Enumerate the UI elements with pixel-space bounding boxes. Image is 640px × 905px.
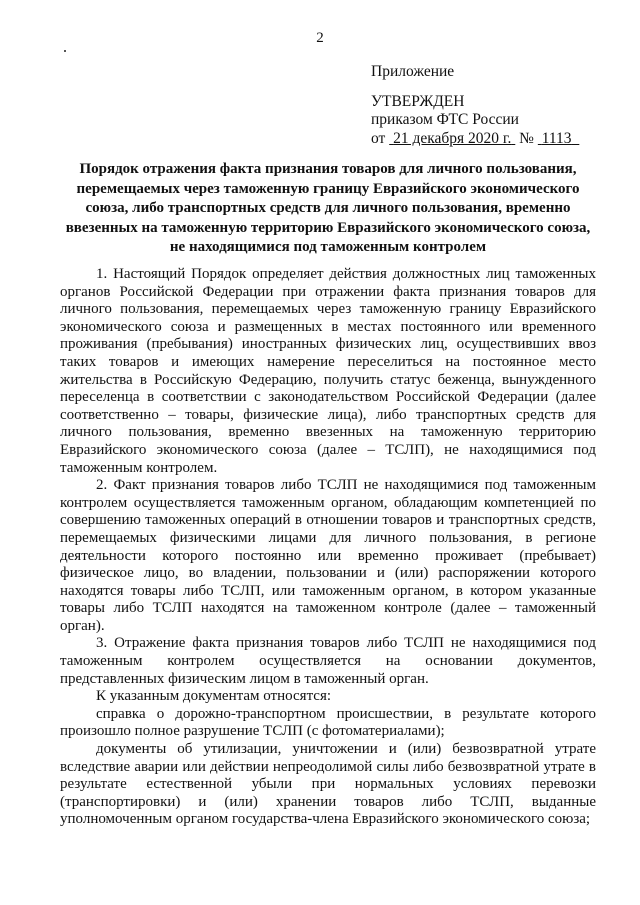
appendix-label: Приложение <box>371 63 455 80</box>
order-number <box>538 130 579 147</box>
paragraph: справка о дорожно-транспортном происшествии, в результате которого произошло полное разрушение ТСЛП (с фотоматериалами); <box>60 705 596 740</box>
scan-mark <box>64 50 66 52</box>
page-number: 2 <box>316 30 324 46</box>
number-sign: № <box>519 130 534 147</box>
document-body <box>60 266 596 829</box>
approved-label: УТВЕРЖДЕН <box>371 93 465 110</box>
order-date-line <box>371 130 579 148</box>
paragraph: документы об утилизации, уничтожении и (или) безвозвратной утрате вследствие аварии или действии непреодолимой силы либо безвозвратной утрате в результате естественной убыли при нормальных условиях перевозки (транспортировки) и (или) хранении товаров либо ТСЛП, выданные уполномоченным органом государства-члена Евразийского экономического союза; <box>60 741 596 828</box>
order-date <box>389 130 515 147</box>
order-date-value: 21 декабря 2020 г. <box>393 130 512 147</box>
document-title: Порядок отражения факта признания товаров для личного пользования, перемещаемых через таможенную границу Евразийского экономического союза, либо транспортных средств для личного пользования, временно ввезенных на таможенную территорию Евразийского экономического союза, не находящимися под таможенным контролем <box>65 161 591 255</box>
date-prefix: от <box>371 130 386 147</box>
order-line: приказом ФТС России <box>371 111 519 128</box>
paragraph: 3. Отражение факта признания товаров либо ТСЛП не находящимися под таможенным контролем осуществляется на основании документов, представленных физическим лицом в таможенный орган. <box>60 635 596 687</box>
paragraph: 2. Факт признания товаров либо ТСЛП не находящимися под таможенным контролем осуществляется таможенным органом, обладающим компетенцией по совершению таможенных операций в отношении товаров и транспортных средств, перемещаемых физическими лицами для личного пользования, в регионе деятельности которого постоянно или временно проживает (пребывает) физическое лицо, во владении, пользовании и (или) распоряжении которого находятся товары либо ТСЛП, или таможенным органом, в котором указанные товары либо ТСЛП находятся на таможенном контроле (далее – таможенный орган). <box>60 477 596 634</box>
paragraph: К указанным документам относятся: <box>96 688 332 705</box>
paragraph: 1. Настоящий Порядок определяет действия должностных лиц таможенных органов Российской Федерации при отражении факта признания товаров для личного пользования, перемещаемых через таможенную границу Евразийского экономического союза и размещенных в местах постоянного или временного проживания (пребывания) иностранных физических лиц, осуществивших ввоз таких товаров и имеющих намерение переселиться на постоянное место жительства в Российскую Федерацию, получить статус беженца, вынужденного переселенца в соответствии с законодательством Российской Федерации (далее соответственно – товары, физические лица), либо транспортных средств для личного пользования, временно ввезенных на таможенную территорию Евразийского экономического союза (далее – ТСЛП), не находящимися под таможенным контролем. <box>60 266 596 476</box>
order-number-value: 1113 <box>541 130 572 147</box>
